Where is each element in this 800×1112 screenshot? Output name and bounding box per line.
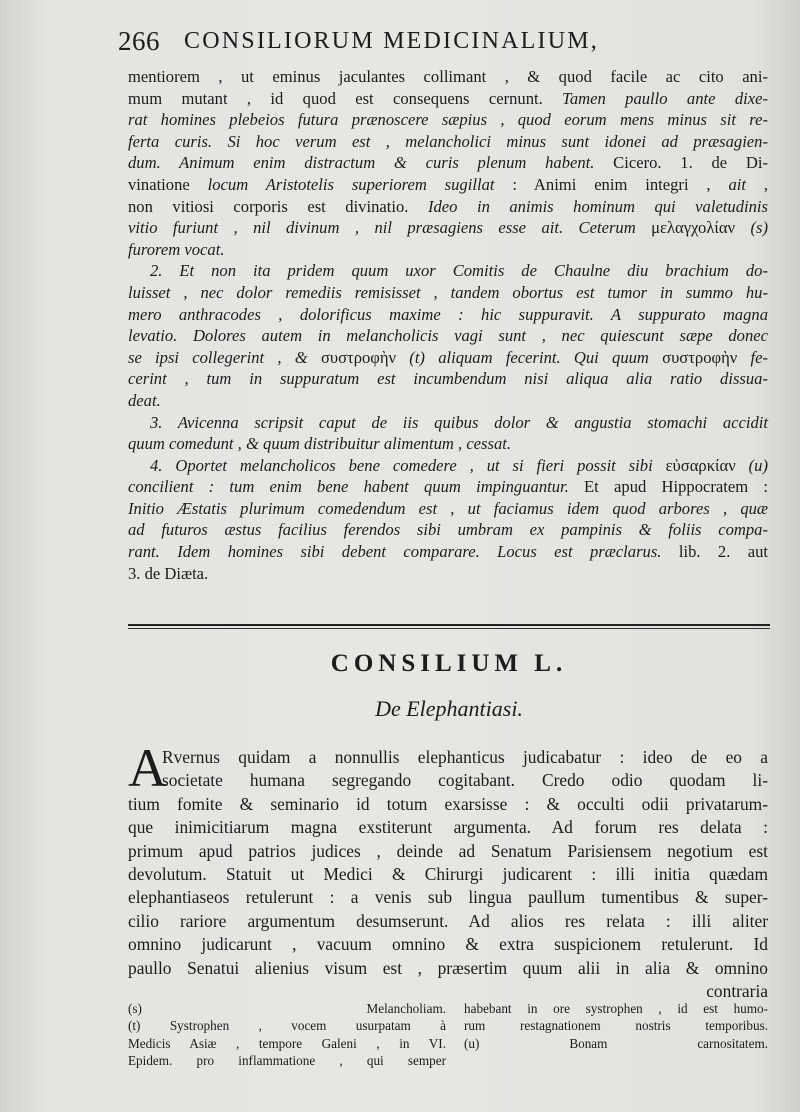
text-run: Melancholiam.	[141, 1001, 446, 1016]
text-run: cerint , tum in suppuratum est incumbendum nisi aliqua alia ratio dissua-	[128, 369, 768, 389]
text-line	[128, 347, 768, 369]
text-run: luisset , nec dolor remediis remisisset , tandem obortus est tumor in summo hu-	[128, 282, 768, 302]
text-run: Medicis Asiæ , tempore Galeni ,	[128, 1035, 400, 1051]
text-line	[128, 239, 768, 261]
text-run: Systrophen , vocem usurpatam à	[140, 1018, 446, 1034]
text-line	[128, 217, 768, 239]
text-run: Cicero. 1. de Di-	[613, 153, 768, 173]
running-title: CONSILIORUM MEDICINALIUM,	[184, 28, 599, 54]
text-run: pro inflammatione , qui semper	[172, 1053, 446, 1069]
text-run: lib. 2. aut	[678, 542, 768, 562]
section-divider	[128, 624, 770, 626]
text-line	[128, 260, 768, 282]
text-run: locum Aristotelis superiorem sugillat	[207, 174, 495, 194]
text-run: (t) aliquam fecerint. Qui quum	[396, 347, 663, 367]
consilium-body-text	[128, 746, 768, 1003]
text-run: humo-	[733, 1001, 768, 1016]
text-run: Et apud Hippocratem :	[584, 477, 769, 497]
text-run: 2. Et non ita pridem quum uxor Comitis de Chaulne diu brachium do-	[150, 261, 768, 281]
text-line	[128, 433, 768, 455]
text-run: 3. Avicenna scripsit caput de iis quibus dolor & angustia stomachi accidit	[150, 412, 768, 432]
text-run: furorem vocat.	[128, 239, 225, 259]
text-run: ferta curis. Si hoc verum est , melancholici minus sunt idonei ad præsagien-	[128, 131, 768, 151]
page-number: 266	[118, 26, 160, 56]
text-run: deat.	[128, 390, 161, 410]
text-run: mum mutant , id quod est consequens cernunt.	[128, 88, 563, 108]
text-run: εὐσαρκίαν	[665, 455, 736, 475]
text-line: primum apud patrios judices , deinde ad Senatum Parisiensem negotium est	[128, 840, 768, 861]
text-run: (s)	[735, 218, 768, 238]
text-run: habebant in ore	[464, 1001, 586, 1016]
text-run: ,	[745, 174, 769, 194]
text-run: Ideo in animis hominum qui valetudinis	[427, 196, 768, 216]
text-run: : Animi enim integri ,	[494, 174, 729, 194]
text-line: que inimicitiarum magna exstiterunt argumenta. Ad forum res delata :	[128, 817, 768, 838]
section-divider-thin	[128, 628, 770, 629]
text-run: dum. Animum enim distractum & curis plenum habent.	[128, 153, 614, 173]
text-line: devolutum. Statuit ut Medici & Chirurgi judicarent : illi initia quædam	[128, 863, 768, 884]
text-run: concilient : tum enim bene habent quum impinguantur.	[128, 477, 585, 497]
text-line	[128, 131, 768, 153]
text-run: συστροφὴν	[662, 347, 738, 367]
text-line	[128, 1017, 446, 1034]
footnotes-right-column	[464, 1000, 768, 1052]
text-line	[128, 174, 768, 196]
text-line	[128, 563, 768, 585]
text-line	[128, 476, 768, 498]
text-line	[128, 1052, 446, 1069]
text-run: fe-	[737, 347, 769, 367]
drop-capital: A	[128, 738, 167, 798]
text-line	[128, 88, 768, 110]
text-run: Initio Æstatis plurimum comedendum est , ut faciamus idem quod arbores , quæ	[128, 498, 768, 518]
consilium-subtitle: De Elephantiasi.	[375, 696, 523, 721]
text-run: (t)	[128, 1018, 141, 1034]
text-line	[128, 455, 768, 477]
text-run: (u)	[464, 1035, 480, 1051]
text-run: rum restagnationem	[464, 1018, 601, 1034]
consilium-title: CONSILIUM L.	[330, 650, 568, 677]
text-line	[128, 368, 768, 390]
text-line	[128, 325, 768, 347]
text-run: ad futuros æstus facilius ferendos sibi umbram ex pampinis & foliis compa-	[128, 520, 768, 540]
text-run: Bonam carnositatem.	[479, 1035, 768, 1051]
text-line	[128, 282, 768, 304]
text-line	[128, 196, 768, 218]
text-line: elephantiaseos retulerunt : a venis sub lingua paullum tumentibus & super-	[128, 887, 768, 908]
text-line	[128, 541, 768, 563]
text-line: Rvernus quidam a nonnullis elephanticus judicabatur : ideo de eo a	[162, 747, 768, 767]
footnotes-left-column	[128, 1000, 446, 1070]
text-run: se ipsi collegerint , &	[128, 347, 321, 367]
text-run: (u)	[735, 455, 768, 475]
text-line: omnino judicarunt , vacuum omnino & extra suspicionem retulerunt. Id	[128, 934, 768, 955]
text-line	[128, 412, 768, 434]
text-run: quum comedunt , & quum distribuitur alimentum , cessat.	[128, 434, 512, 454]
text-run: συστροφὴν	[320, 347, 397, 367]
text-line	[464, 1017, 768, 1034]
text-line: cilio rariore argumentum desumserunt. Ad alios res relata : illi aliter	[128, 910, 768, 931]
text-line	[464, 1035, 768, 1052]
text-run: non vitiosi corporis est divinatio.	[128, 196, 428, 216]
text-line: tium fomite & seminario id totum exarsisse : & occulti odii privatarum-	[128, 793, 768, 814]
text-line	[128, 66, 768, 88]
text-run: ait	[728, 174, 746, 194]
text-line: paullo Senatui alienius visum est , præsertim quum alii in alia & omnino	[128, 957, 768, 978]
text-run: Epidem.	[128, 1053, 173, 1069]
text-run: Tamen paullo ante dixe-	[562, 88, 768, 108]
text-run: 4. Oportet melancholicos bene comedere , ut si fieri possit sibi	[150, 455, 666, 475]
text-line	[128, 304, 768, 326]
text-run: (s)	[128, 1001, 142, 1016]
text-line	[128, 498, 768, 520]
text-run: vitio furiunt , nil divinum , nil præsagiens esse ait. Ceterum	[128, 218, 652, 238]
text-run: , id est	[642, 1001, 734, 1016]
text-run: levatio. Dolores autem in melancholicis vagi sunt , nec quiescunt sæpe donec	[128, 326, 768, 346]
text-run: mentiorem , ut eminus jaculantes collimant , & quod facile ac cito ani-	[128, 67, 768, 86]
text-run: in VI.	[399, 1035, 446, 1051]
text-run: 3. de Diæta.	[128, 563, 209, 583]
text-run: vinatione	[128, 174, 208, 194]
text-line	[128, 519, 768, 541]
text-line	[128, 1000, 446, 1017]
text-line	[128, 152, 768, 174]
previous-consilium-text	[128, 66, 768, 584]
text-line	[464, 1000, 768, 1017]
text-run: rat homines plebeios futura prænoscere sæpius , quod eorum mens minus sit re-	[128, 110, 768, 130]
text-line	[128, 109, 768, 131]
text-run: nostris temporibus.	[600, 1018, 768, 1034]
page-header	[118, 22, 698, 62]
text-line	[128, 390, 768, 412]
text-run: rant. Idem homines sibi debent comparare. Locus est præclarus.	[128, 542, 679, 562]
text-line: societate humana segregando cogitabant. Credo odio quodam li-	[162, 770, 768, 791]
text-run: mero anthracodes , dolorificus maxime : hic suppuravit. A suppurato magna	[128, 304, 768, 324]
text-run: systrophen	[585, 1001, 643, 1016]
text-line: contraria	[706, 980, 768, 1001]
text-line	[128, 1035, 446, 1052]
text-run: μελαγχολίαν	[651, 218, 736, 238]
